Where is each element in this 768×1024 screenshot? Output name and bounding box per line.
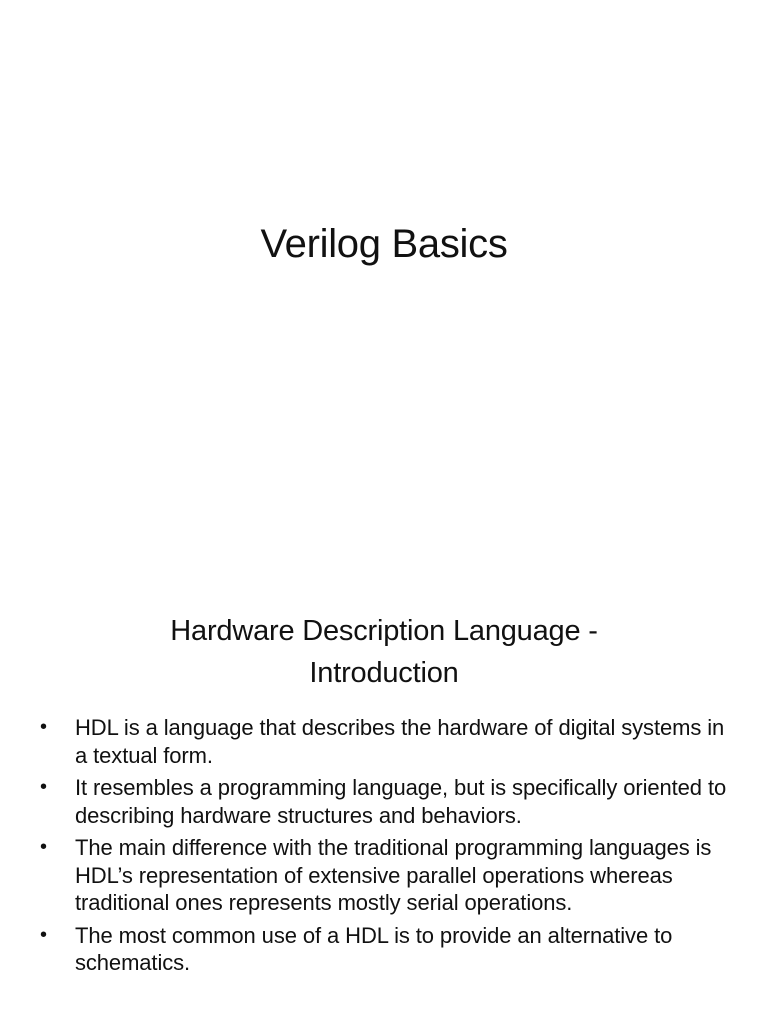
bullet-icon: • xyxy=(40,923,47,946)
page-title: Verilog Basics xyxy=(260,222,508,266)
slide-hdl-introduction xyxy=(0,576,768,1024)
bullet-icon: • xyxy=(40,716,47,738)
bullet-text: The most common use of a HDL is to provide an alternative to schematics. xyxy=(75,922,673,975)
bullet-text: The main difference with the traditional programming languages is HDL’s representation of extensive parallel operations whereas traditional ones represents mostly serial operations. xyxy=(75,835,712,915)
list-item xyxy=(38,834,738,917)
slide-heading-line-1: Hardware Description Language - xyxy=(170,615,598,647)
bullet-text: It resembles a programming language, but is specifically oriented to describing hardware structures and behaviors. xyxy=(75,775,727,828)
list-item xyxy=(38,922,738,977)
bullet-icon: • xyxy=(40,836,47,858)
bullet-text: HDL is a language that describes the hardware of digital systems in a textual form. xyxy=(75,715,725,768)
slide-heading xyxy=(60,610,708,694)
bullet-list xyxy=(38,714,738,982)
list-item xyxy=(38,774,738,829)
bullet-icon: • xyxy=(40,776,47,798)
slide-heading-line-2: Introduction xyxy=(309,657,459,689)
list-item xyxy=(38,714,738,769)
